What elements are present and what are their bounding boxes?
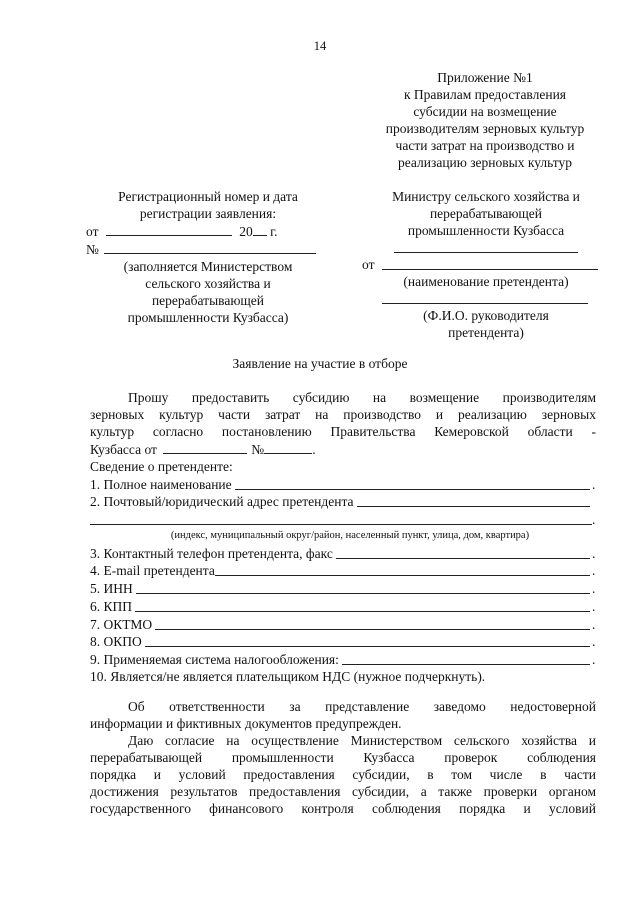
resolution-end: . [312, 442, 316, 457]
registration-subtitle: регистрации заявления: [139, 206, 277, 221]
field-label: 4. E-mail претендента [90, 563, 215, 579]
addressee-block [362, 188, 610, 341]
request-text: зерновых культур части затрат на производство и реализацию зерновых [90, 407, 596, 422]
consent-text: перерабатывающей промышленности Кузбасса проверок соблюдения [90, 750, 596, 765]
field-full-name: 1. Полное наименование . [90, 476, 596, 492]
field-label: 6. КПП [90, 598, 133, 614]
field-label: 8. ОКПО [90, 634, 142, 650]
field-label: 2. Почтовый/юридический адрес претендента [90, 494, 354, 510]
date-year: 20 [239, 224, 253, 239]
address-input[interactable] [357, 506, 590, 507]
appendix-line: к Правилам предоставления [403, 87, 567, 102]
applicant-from-row [362, 256, 610, 273]
date-prefix: от [86, 224, 99, 239]
registration-number-field[interactable] [104, 240, 316, 254]
head-name-row [362, 290, 610, 307]
resolution-date-field[interactable] [163, 440, 247, 454]
field-label: 9. Применяемая система налогообложения: [90, 651, 339, 667]
applicant-info-heading: Сведение о претенденте: [90, 459, 233, 474]
appendix-line: Приложение №1 [437, 70, 533, 85]
registration-note-line: (заполняется Министерством [123, 259, 293, 274]
appendix-header [360, 69, 610, 171]
address-hint: (индекс, муниципальный округ/район, населенный пункт, улица, дом, квартира) [170, 530, 530, 542]
email-input[interactable] [215, 575, 590, 576]
consent-text: порядка и условий предоставления субсидии, в том числе в части [90, 767, 596, 782]
field-kpp: 6. КПП . [90, 598, 596, 614]
registration-date-row [86, 222, 330, 240]
head-name-note: претендента) [448, 325, 524, 340]
addressee-line: перерабатывающей [429, 206, 543, 221]
field-tax-system: 9. Применяемая система налогообложения: . [90, 651, 596, 667]
registration-note-line: перерабатывающей [151, 293, 265, 308]
phone-input[interactable] [336, 558, 590, 559]
responsibility-text: информации и фиктивных документов предупрежден. [90, 716, 402, 731]
head-name-field[interactable] [382, 303, 588, 304]
resolution-row [90, 440, 596, 458]
consent-text: Даю согласие на осуществление Министерством сельского хозяйства и [128, 733, 596, 748]
field-inn: 5. ИНН . [90, 581, 596, 597]
field-label: 1. Полное наименование [90, 476, 232, 492]
registration-title: Регистрационный номер и дата [118, 189, 298, 204]
okpo-input[interactable] [145, 646, 590, 647]
declarations [90, 698, 596, 817]
full-name-input[interactable] [235, 489, 590, 490]
appendix-line: производителям зерновых культур [385, 121, 585, 136]
appendix-line: реализацию зерновых культур [398, 155, 572, 170]
registration-number-row [86, 240, 330, 258]
appendix-line: субсидии на возмещение [413, 104, 557, 119]
registration-year-field[interactable] [253, 222, 267, 236]
registration-date-field[interactable] [106, 222, 232, 236]
head-name-note: (Ф.И.О. руководителя [423, 308, 549, 323]
consent-text: достижения результатов предоставления субсидии, а также проверки органом [90, 784, 596, 799]
field-email: 4. E-mail претендента . [90, 563, 596, 579]
from-prefix: от [362, 257, 375, 272]
date-suffix: г. [270, 224, 278, 239]
registration-note-line: сельского хозяйства и [145, 276, 271, 291]
addressee-blank-field[interactable] [394, 252, 578, 253]
applicant-name-field[interactable] [382, 256, 598, 270]
application-body [90, 389, 596, 686]
appendix-line: части затрат на производство и [395, 138, 575, 153]
resolution-prefix: Кузбасса от [90, 442, 157, 457]
field-okpo: 8. ОКПО . [90, 634, 596, 650]
address-continuation-row: . [90, 510, 596, 528]
field-address [90, 493, 596, 511]
addressee-blank-row [362, 239, 610, 256]
field-phone: 3. Контактный телефон претендента, факс . [90, 545, 596, 561]
registration-block [86, 188, 330, 326]
responsibility-text: Об ответственности за представление заведомо недостоверной [128, 699, 596, 714]
application-title: Заявление на участие в отборе [232, 356, 408, 371]
tax-system-input[interactable] [342, 664, 590, 665]
consent-text: государственного финансового контроля соблюдения порядка и условий [90, 801, 596, 816]
field-label: 3. Контактный телефон претендента, факс [90, 545, 333, 561]
field-oktmo: 7. ОКТМО . [90, 616, 596, 632]
vat-line: 10. Является/не является плательщиком НДС (нужное подчеркнуть). [90, 668, 486, 684]
addressee-line: Министру сельского хозяйства и [392, 189, 580, 204]
resolution-number-field[interactable] [264, 440, 312, 454]
addressee-line: промышленности Кузбасса [407, 223, 565, 238]
applicant-name-note: (наименование претендента) [403, 274, 569, 289]
resolution-number-sign: № [251, 442, 265, 457]
registration-note-line: промышленности Кузбасса) [127, 310, 289, 325]
number-prefix: № [86, 242, 99, 257]
oktmo-input[interactable] [155, 629, 590, 630]
inn-input[interactable] [136, 593, 590, 594]
kpp-input[interactable] [135, 611, 590, 612]
page-number: 14 [313, 39, 327, 53]
address-continuation-input[interactable] [90, 524, 592, 525]
request-text: культур согласно постановлению Правительства Кемеровской области - [90, 424, 596, 439]
field-label: 7. ОКТМО [90, 616, 153, 632]
field-label: 5. ИНН [90, 581, 133, 597]
request-text: Прошу предоставить субсидию на возмещение производителям [128, 390, 596, 405]
